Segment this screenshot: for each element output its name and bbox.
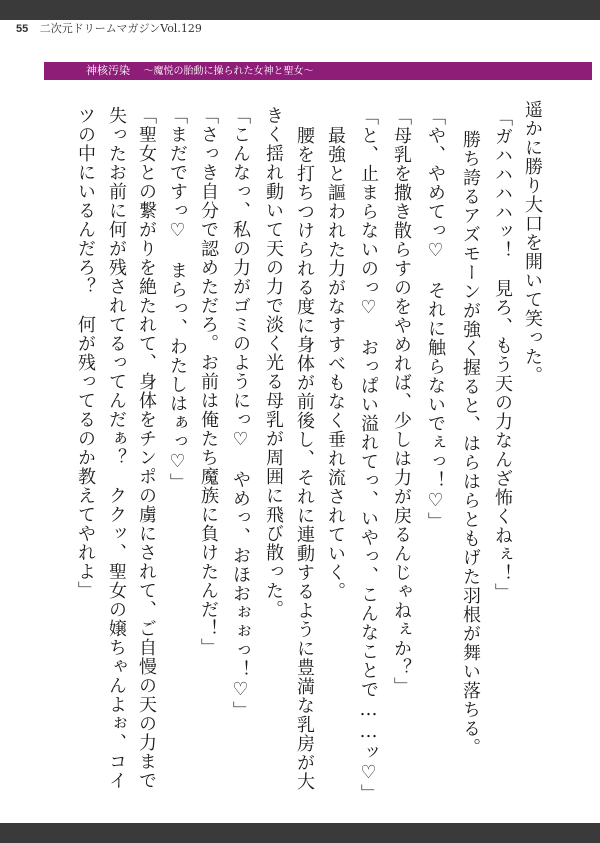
- text-line: 腰を打ちつけられる度に身体が前後し、それに連動するように豊満な乳房が大: [294, 126, 315, 791]
- page-number: 55: [16, 23, 29, 35]
- magazine-title: 二次元ドリームマガジンVol.129: [39, 22, 202, 35]
- text-line: ツの中にいるんだろ？ 何が残ってるのか教えてやれよ」: [75, 106, 96, 600]
- story-subtitle: 〜魔悦の胎動に操られた女神と聖女〜: [143, 66, 314, 77]
- text-line: 遥かに勝り大口を開いて笑った。: [522, 100, 543, 385]
- text-line: 「まだですっ♡ まらっ、わたしはぁっ♡」: [167, 106, 188, 492]
- text-line: 「と、止まらないのっ♡ おっぱい溢れてっ、いやっ、こんなことで……ッ♡」: [358, 107, 379, 803]
- text-line: 「さっき自分で認めただろ。お前は俺たち魔族に負けたんだ！」: [198, 106, 219, 657]
- text-line: 「ガハハハハッ！ 見ろ、もう天の力なんざ怖くねぇ！」: [492, 108, 513, 602]
- text-line: 最強と謳われた力がなすすべもなく垂れ流されていく。: [325, 126, 346, 601]
- story-title: 神核汚染: [86, 64, 130, 77]
- text-line: 「聖女との繋がりを絶たれて、身体をチンポの虜にされて、ご自慢の天の力まで: [136, 106, 157, 790]
- text-line: 「や、やめてっ♡ それに触らないでぇっ！♡」: [425, 107, 446, 531]
- text-line: 「母乳を撒き散らすのをやめれば、少しは力が戻るんじゃねぇか？」: [391, 107, 412, 696]
- text-line: きく揺れ動いて天の力で淡く光る母乳が周囲に飛び散った。: [263, 106, 284, 619]
- text-line: 失ったお前に何が残されてるってんだぁ？ ククッ、聖女の嬢ちゃんよぉ、コイ: [106, 106, 127, 790]
- text-line: 「こんなっ、私の力がゴミのようにっ♡ やめっ、おほおぉぉっ！♡」: [230, 106, 251, 720]
- text-line: 勝ち誇るアズモーンが強く握ると、はらはらともげた羽根が舞い落ちる。: [460, 130, 481, 757]
- bottom-bar: [0, 823, 600, 843]
